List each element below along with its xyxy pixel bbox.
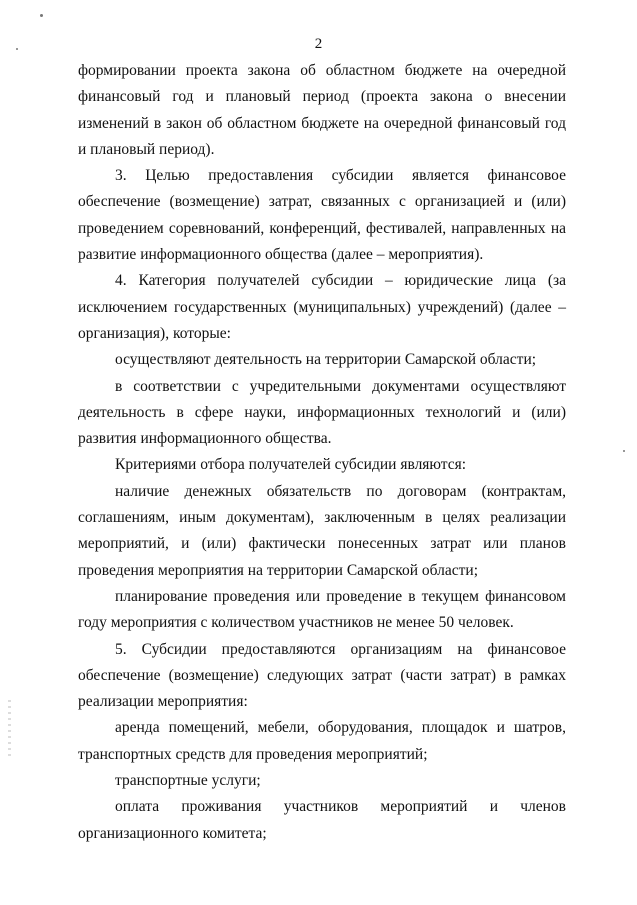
document-body [78, 58, 566, 847]
paragraph-criteria-obligations: наличие денежных обязательств по договорам (контрактам, соглашениям, иным документам), заключенным в целях реализации мероприятий, и (или) фактически понесенных затрат или планов проведения мероприятия на территории Самарской области; [78, 482, 566, 579]
scan-speck [623, 450, 625, 452]
paragraph-item-5: 5. Субсидии предоставляются организациям на финансовое обеспечение (возмещение) следующих затрат (части затрат) в рамках реализации мероприятия: [78, 640, 566, 711]
paragraph-criteria-heading: Критериями отбора получателей субсидии являются: [115, 456, 467, 474]
paragraph-continuation: формировании проекта закона об областном бюджете на очередной финансовый год и плановый период (проекта закона о внесении изменений в закон об областном бюджете на очередной финансовый год и плановый период). [78, 62, 566, 158]
paragraph-item-4: 4. Категория получателей субсидии – юридические лица (за исключением государственных (муниципальных) учреждений) (далее – организация), которые: [78, 272, 566, 342]
scan-edge-artifact [8, 700, 11, 760]
scan-speck [16, 48, 18, 50]
paragraph-criteria-participants: планирование проведения или проведение в текущем финансовом году мероприятия с количеством участников не менее 50 человек. [78, 587, 566, 632]
paragraph-transport: транспортные услуги; [115, 772, 261, 790]
paragraph-item-3: 3. Целью предоставления субсидии является финансовое обеспечение (возмещение) затрат, связанных с организацией и (или) проведением соревнований, конференций, фестивалей, направленных на развитие информационного общества (далее – мероприятия). [78, 167, 566, 264]
page-number: 2 [314, 36, 323, 52]
paragraph-territory: осуществляют деятельность на территории Самарской области; [115, 351, 537, 369]
paragraph-charter: в соответствии с учредительными документами осуществляют деятельность в сфере науки, информационных технологий и (или) развития информационного общества. [78, 377, 566, 448]
scan-speck [40, 14, 43, 17]
paragraph-accommodation: оплата проживания участников мероприятий и членов организационного комитета; [78, 798, 566, 842]
paragraph-rent: аренда помещений, мебели, оборудования, площадок и шатров, транспортных средств для проведения мероприятий; [78, 719, 566, 763]
